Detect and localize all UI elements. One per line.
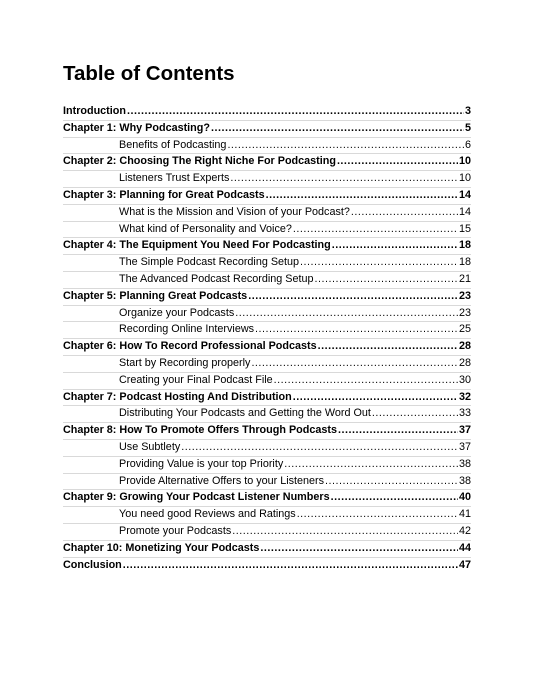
toc-entry-conclusion[interactable] [63, 558, 471, 574]
toc-entry-use-subtlety[interactable] [63, 440, 471, 457]
toc-entry-label: Start by Recording properly [119, 356, 251, 369]
toc-entry-page: 23 [458, 306, 471, 319]
toc-entry-introduction[interactable] [63, 104, 471, 121]
toc-entry-label: You need good Reviews and Ratings [119, 508, 296, 521]
toc-entry-page: 37 [458, 424, 471, 437]
toc-entry-page: 30 [458, 373, 471, 386]
toc-entry-page: 44 [458, 541, 471, 554]
toc-entry-chapter-6[interactable] [63, 339, 471, 356]
toc-entry-page: 3 [464, 105, 471, 117]
toc-entry-mission-and-vision[interactable] [63, 205, 471, 222]
toc-leader-dots [251, 356, 458, 372]
toc-entry-chapter-2[interactable] [63, 154, 471, 171]
toc-entry-label: Creating your Final Podcast File [119, 373, 273, 386]
toc-entry-label: Organize your Podcasts [119, 306, 235, 319]
page-title: Table of Contents [63, 62, 235, 85]
toc-leader-dots [318, 339, 458, 355]
toc-entry-label: Chapter 7: Podcast Hosting And Distribution [63, 390, 292, 403]
toc-entry-distributing-your-podcasts[interactable] [63, 406, 471, 423]
toc-leader-dots [255, 322, 458, 338]
toc-entry-benefits-of-podcasting[interactable] [63, 138, 471, 155]
toc-entry-chapter-7[interactable] [63, 390, 471, 407]
toc-entry-label: Provide Alternative Offers to your Listeners [119, 474, 325, 487]
toc-entry-label: Use Subtlety [119, 440, 181, 453]
toc-entry-providing-value[interactable] [63, 457, 471, 474]
toc-entry-page: 40 [458, 491, 471, 504]
toc-entry-chapter-10[interactable] [63, 541, 471, 558]
toc-entry-chapter-4[interactable] [63, 238, 471, 255]
toc-entry-page: 32 [458, 390, 471, 403]
toc-leader-dots [314, 272, 458, 288]
toc-entry-page: 18 [458, 256, 471, 269]
toc-leader-dots [293, 222, 458, 238]
toc-leader-dots [331, 490, 458, 506]
toc-entry-start-by-recording[interactable] [63, 356, 471, 373]
toc-entry-chapter-3[interactable] [63, 188, 471, 205]
toc-entry-page: 38 [458, 474, 471, 487]
toc-leader-dots [338, 423, 458, 439]
toc-list [63, 104, 471, 573]
toc-entry-simple-recording-setup[interactable] [63, 255, 471, 272]
toc-leader-dots [337, 154, 458, 170]
toc-leader-dots [325, 474, 458, 490]
toc-entry-label: Introduction [63, 105, 126, 117]
toc-entry-label: Conclusion [63, 558, 122, 571]
toc-entry-label: Providing Value is your top Priority [119, 457, 284, 470]
toc-entry-chapter-5[interactable] [63, 289, 471, 306]
toc-entry-recording-online-interviews[interactable] [63, 322, 471, 339]
toc-leader-dots [227, 138, 464, 154]
toc-entry-page: 38 [458, 457, 471, 470]
toc-leader-dots [230, 171, 458, 187]
toc-entry-label: Chapter 6: How To Record Professional Podcasts [63, 340, 317, 353]
toc-entry-chapter-9[interactable] [63, 490, 471, 507]
toc-leader-dots [211, 121, 464, 137]
toc-entry-page: 21 [458, 272, 471, 285]
toc-entry-page: 23 [458, 289, 471, 302]
toc-entry-label: Chapter 5: Planning Great Podcasts [63, 289, 248, 302]
toc-entry-label: Chapter 1: Why Podcasting? [63, 121, 210, 134]
toc-entry-page: 33 [458, 407, 471, 420]
toc-entry-page: 47 [458, 558, 471, 571]
toc-leader-dots [127, 104, 464, 120]
toc-entry-organize-your-podcasts[interactable] [63, 306, 471, 323]
toc-leader-dots [300, 255, 458, 271]
toc-leader-dots [297, 507, 458, 523]
toc-leader-dots [372, 406, 458, 422]
toc-entry-label: Promote your Podcasts [119, 524, 232, 537]
toc-leader-dots [293, 390, 458, 406]
toc-entry-label: Chapter 8: How To Promote Offers Through Podcasts [63, 424, 337, 437]
toc-entry-label: Recording Online Interviews [119, 323, 255, 336]
toc-entry-label: What kind of Personality and Voice? [119, 222, 292, 235]
toc-entry-page: 42 [458, 524, 471, 537]
toc-entry-chapter-1[interactable] [63, 121, 471, 138]
toc-entry-label: What is the Mission and Vision of your Podcast? [119, 205, 350, 218]
toc-entry-page: 5 [464, 121, 471, 134]
toc-entry-page: 37 [458, 440, 471, 453]
toc-leader-dots [332, 238, 458, 254]
toc-entry-label: Chapter 4: The Equipment You Need For Podcasting [63, 239, 331, 252]
toc-entry-page: 6 [464, 138, 471, 151]
toc-entry-label: The Advanced Podcast Recording Setup [119, 272, 314, 285]
toc-entry-page: 28 [458, 340, 471, 353]
toc-leader-dots [260, 541, 458, 557]
toc-entry-label: Chapter 9: Growing Your Podcast Listener Numbers [63, 491, 330, 504]
toc-entry-page: 10 [458, 172, 471, 185]
toc-leader-dots [181, 440, 458, 456]
toc-entry-page: 28 [458, 356, 471, 369]
toc-entry-final-podcast-file[interactable] [63, 373, 471, 390]
toc-entry-listeners-trust-experts[interactable] [63, 171, 471, 188]
toc-leader-dots [123, 558, 458, 574]
toc-entry-label: The Simple Podcast Recording Setup [119, 256, 300, 269]
toc-entry-page: 14 [458, 205, 471, 218]
toc-leader-dots [284, 457, 458, 473]
toc-entry-page: 15 [458, 222, 471, 235]
toc-leader-dots [248, 289, 458, 305]
toc-leader-dots [232, 524, 458, 540]
toc-entry-label: Chapter 10: Monetizing Your Podcasts [63, 541, 260, 554]
toc-entry-label: Listeners Trust Experts [119, 172, 230, 185]
toc-entry-page: 14 [458, 188, 471, 201]
toc-entry-advanced-recording-setup[interactable] [63, 272, 471, 289]
toc-entry-label: Chapter 2: Choosing The Right Niche For Podcasting [63, 155, 336, 168]
toc-entry-reviews-and-ratings[interactable] [63, 507, 471, 524]
toc-entry-page: 18 [458, 239, 471, 252]
toc-entry-personality-and-voice[interactable] [63, 222, 471, 239]
toc-entry-page: 10 [458, 155, 471, 168]
toc-leader-dots [274, 373, 458, 389]
toc-entry-promote-your-podcasts[interactable] [63, 524, 471, 541]
toc-entry-label: Benefits of Podcasting [119, 138, 227, 151]
toc-entry-alternative-offers[interactable] [63, 474, 471, 491]
toc-entry-page: 41 [458, 508, 471, 521]
toc-leader-dots [351, 205, 458, 221]
toc-entry-chapter-8[interactable] [63, 423, 471, 440]
toc-entry-page: 25 [458, 323, 471, 336]
toc-entry-label: Chapter 3: Planning for Great Podcasts [63, 188, 265, 201]
toc-leader-dots [235, 306, 458, 322]
toc-entry-label: Distributing Your Podcasts and Getting the Word Out [119, 407, 371, 420]
toc-leader-dots [266, 188, 458, 204]
